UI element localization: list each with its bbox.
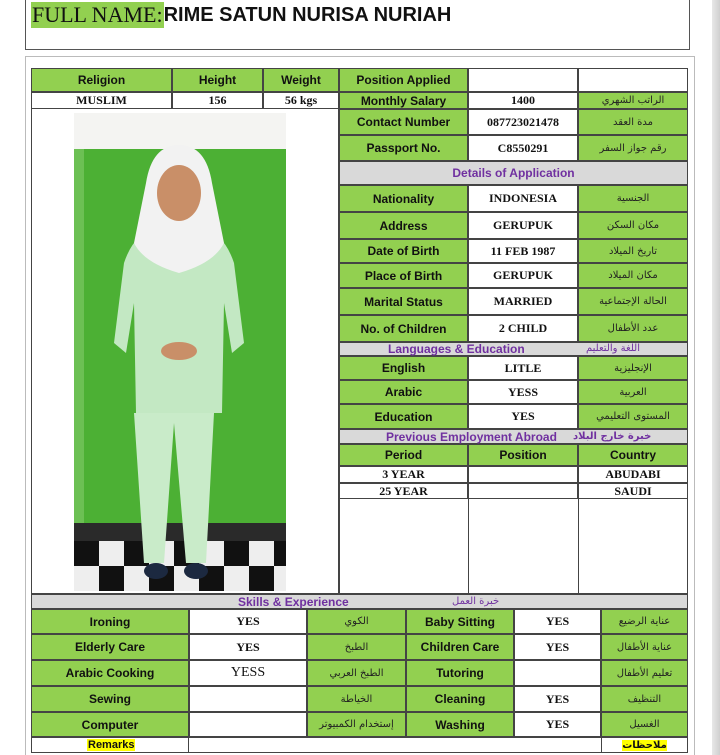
skill-ironing-arabic: الكوي [307,609,406,634]
remarks-label: Remarks [88,739,135,751]
skill-computer-arabic: إستخدام الكمبيوتر [307,712,406,737]
remarks-value [189,738,601,752]
remarks-arabic-cell [601,737,688,753]
contact-number-arabic: مدة العقد [578,109,688,135]
employment-position-2 [468,483,578,499]
skill-elderly-care-arabic: الطبخ [307,634,406,660]
monthly-salary-label: Monthly Salary [339,92,468,109]
arabic-label: Arabic [339,380,468,404]
position-applied-arabic [578,68,688,92]
dob-arabic: تاريخ الميلاد [578,239,688,263]
employment-title-arabic: خبرة خارج البلاد [573,431,652,442]
employment-blank-area [339,499,688,594]
marital-status-value: MARRIED [468,288,578,315]
religion-value: MUSLIM [31,92,172,109]
skill-sewing-value [189,686,307,712]
employment-country-2: SAUDI [578,483,688,499]
skill-cleaning-value: YES [514,686,601,712]
marital-status-arabic: الحالة الإجتماعية [578,288,688,315]
education-arabic: المستوى التعليمي [578,404,688,429]
dob-label: Date of Birth [339,239,468,263]
skill-baby-sitting-label: Baby Sitting [406,609,514,634]
children-arabic: عدد الأطفال [578,315,688,342]
skill-washing-label: Washing [406,712,514,737]
education-label: Education [339,404,468,429]
position-header: Position [468,444,578,466]
employment-position-1 [468,466,578,483]
contact-number-value: 087723021478 [468,109,578,135]
country-header: Country [578,444,688,466]
employment-period-1: 3 YEAR [339,466,468,483]
children-label: No. of Children [339,315,468,342]
passport-arabic: رقم جواز السفر [578,135,688,161]
monthly-salary-arabic: الراتب الشهري [578,92,688,109]
skill-arabic-cooking-label: Arabic Cooking [31,660,189,686]
contact-number-label: Contact Number [339,109,468,135]
skill-ironing-label: Ironing [31,609,189,634]
nationality-arabic: الجنسية [578,185,688,212]
address-value: GERUPUK [468,212,578,239]
languages-title: Languages & Education [388,342,525,356]
passport-label: Passport No. [339,135,468,161]
weight-value: 56 kgs [263,92,339,109]
employment-country-1: ABUDABI [578,466,688,483]
english-label: English [339,356,468,380]
languages-header [339,342,688,356]
skill-children-care-label: Children Care [406,634,514,660]
details-header: Details of Application [339,161,688,185]
skills-header [31,594,688,609]
marital-status-label: Marital Status [339,288,468,315]
skill-cleaning-arabic: التنظيف [601,686,688,712]
skill-arabic-cooking-value: YESS [189,660,307,686]
remarks-label-cell [31,737,189,753]
skill-tutoring-value [514,660,601,686]
skill-children-care-arabic: عناية الأطفال [601,634,688,660]
address-label: Address [339,212,468,239]
skill-tutoring-arabic: تعليم الأطفال [601,660,688,686]
page-edge [712,0,720,755]
applicant-photo [74,113,286,591]
english-arabic: الإنجليزية [578,356,688,380]
skill-elderly-care-label: Elderly Care [31,634,189,660]
full-name-heading [31,2,451,28]
full-name-label: FULL NAME: [32,2,163,27]
skills-title-arabic: خبرة العمل [452,596,500,607]
education-value: YES [468,404,578,429]
skill-cleaning-label: Cleaning [406,686,514,712]
pob-arabic: مكان الميلاد [578,263,688,288]
arabic-value: YESS [468,380,578,404]
pob-label: Place of Birth [339,263,468,288]
skill-sewing-arabic: الخياطة [307,686,406,712]
passport-value: C8550291 [468,135,578,161]
english-value: LITLE [468,356,578,380]
position-applied-label: Position Applied [339,68,468,92]
children-value: 2 CHILD [468,315,578,342]
pob-value: GERUPUK [468,263,578,288]
employment-period-2: 25 YEAR [339,483,468,499]
skill-washing-arabic: الغسيل [601,712,688,737]
skill-tutoring-label: Tutoring [406,660,514,686]
height-value: 156 [172,92,263,109]
employment-title: Previous Employment Abroad [386,430,557,444]
weight-label: Weight [263,68,339,92]
skill-washing-value: YES [514,712,601,737]
skills-title: Skills & Experience [238,595,349,609]
languages-title-arabic: اللغة والتعليم [586,343,640,354]
monthly-salary-value: 1400 [468,92,578,109]
applicant-photo-image [74,113,286,591]
remarks-arabic: ملاحظات [622,739,667,751]
skill-computer-label: Computer [31,712,189,737]
skill-children-care-value: YES [514,634,601,660]
position-applied-value [468,68,578,92]
nationality-value: INDONESIA [468,185,578,212]
skill-baby-sitting-arabic: عناية الرضيع [601,609,688,634]
arabic-arabic: العربية [578,380,688,404]
skill-elderly-care-value: YES [189,634,307,660]
skill-ironing-value: YES [189,609,307,634]
skill-baby-sitting-value: YES [514,609,601,634]
employment-header [339,429,688,444]
nationality-label: Nationality [339,185,468,212]
full-name-value: RIME SATUN NURISA NURIAH [163,3,452,26]
address-arabic: مكان السكن [578,212,688,239]
skill-sewing-label: Sewing [31,686,189,712]
dob-value: 11 FEB 1987 [468,239,578,263]
religion-label: Religion [31,68,172,92]
height-label: Height [172,68,263,92]
skill-arabic-cooking-arabic: الطبخ العربي [307,660,406,686]
skill-computer-value [189,712,307,737]
period-header: Period [339,444,468,466]
